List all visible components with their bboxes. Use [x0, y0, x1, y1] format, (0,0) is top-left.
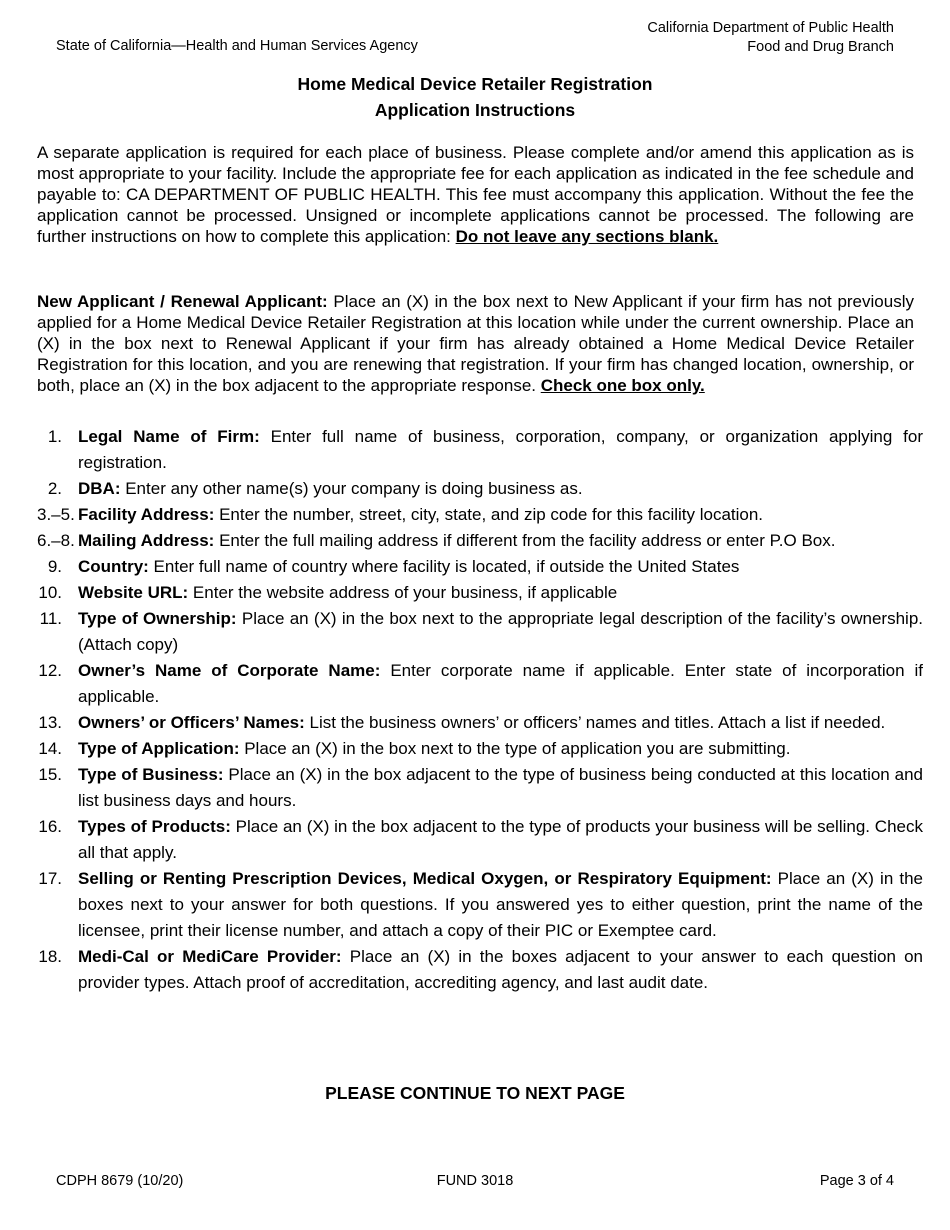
form-number: CDPH 8679 (10/20) — [56, 1173, 184, 1189]
continue-notice: PLEASE CONTINUE TO NEXT PAGE — [325, 1083, 625, 1103]
item-text: Place an (X) in the box adjacent to the type of business being conducted at this location and list business days and hours. — [78, 765, 924, 810]
page-title — [0, 71, 950, 123]
item-number: 6.–8. — [37, 531, 75, 550]
department-name: California Department of Public Health — [647, 20, 894, 36]
list-item — [0, 866, 950, 944]
item-text: Enter any other name(s) your company is doing business as. — [120, 479, 583, 498]
item-label: Selling or Renting Prescription Devices, Medical Oxygen, or Respiratory Equipment: — [78, 869, 772, 888]
item-number: 17. — [38, 869, 62, 888]
item-text: Place an (X) in the box adjacent to the type of products your business will be selling. Check all that apply. — [78, 817, 923, 862]
item-text: Enter corporate name if applicable. Enter state of incorporation if applicable. — [78, 661, 924, 706]
list-item — [0, 658, 950, 710]
department-header — [647, 19, 894, 57]
list-item — [0, 580, 950, 606]
item-label: Type of Application: — [78, 739, 240, 758]
applicant-heading: New Applicant / Renewal Applicant: — [37, 292, 328, 311]
item-number: 13. — [38, 713, 62, 732]
item-text: Enter full name of country where facility is located, if outside the United States — [148, 557, 740, 576]
item-label: DBA: — [78, 479, 121, 498]
intro-text: A separate application is required for each place of business. Please complete and/or amend this application as is most appropriate to your facility. Include the appropriate fee for each application as indicated in the fee schedule and payable to: CA DEPARTMENT OF PUBLIC HEALTH. This fee must accompany this application. Without the fee the application cannot be processed. Unsigned or incomplete applications cannot be processed. The following are further instructions on how to complete this application: — [37, 143, 914, 246]
item-label: Website URL: — [78, 583, 189, 602]
item-number: 14. — [38, 739, 62, 758]
list-item — [0, 476, 950, 502]
item-label: Owner’s Name of Corporate Name: — [78, 661, 381, 680]
list-item — [0, 736, 950, 762]
list-item — [0, 528, 950, 554]
list-item — [0, 606, 950, 658]
item-label: Type of Ownership: — [78, 609, 237, 628]
item-label: Legal Name of Firm: — [78, 427, 260, 446]
applicant-paragraph — [37, 291, 914, 396]
item-number: 11. — [39, 609, 62, 628]
item-label: Types of Products: — [78, 817, 231, 836]
item-number: 16. — [38, 817, 62, 836]
intro-emphasis: Do not leave any sections blank. — [455, 227, 719, 246]
item-number: 3.–5. — [37, 505, 75, 524]
item-label: Facility Address: — [78, 505, 215, 524]
item-label: Country: — [78, 557, 149, 576]
item-label: Mailing Address: — [78, 531, 215, 550]
item-number: 10. — [38, 583, 62, 602]
item-label: Medi-Cal or MediCare Provider: — [78, 947, 342, 966]
item-text: Enter the website address of your business, if applicable — [188, 583, 618, 602]
item-text: Enter the full mailing address if different from the facility address or enter P.O Box. — [214, 531, 836, 550]
item-number: 18. — [38, 947, 62, 966]
list-item — [0, 944, 950, 996]
item-number: 9. — [47, 557, 62, 576]
item-number: 12. — [38, 661, 62, 680]
item-text: List the business owners’ or officers’ names and titles. Attach a list if needed. — [304, 713, 886, 732]
item-text: Place an (X) in the boxes next to your answer for both questions. If you answered yes to either question, print the name of the licensee, print their license number, and attach a copy of their PIC or Exemptee card. — [78, 869, 924, 940]
item-number: 1. — [47, 427, 62, 446]
applicant-text: Place an (X) in the box next to New Applicant if your firm has not previously applied for a Home Medical Device Retailer Registration at this location while under the current ownership. Place an (X) in the box next to Renewal Applicant if your firm has already obtained a Home Medical Device Retailer Registration for this location, and you are renewing that registration. If your firm has changed location, ownership, or both, place an (X) in the box adjacent to the appropriate response. — [37, 292, 914, 395]
item-text: Enter full name of business, corporation, company, or organization applying for registration. — [78, 427, 923, 472]
title-line-1: Home Medical Device Retailer Registration — [297, 74, 653, 94]
list-item — [0, 554, 950, 580]
item-text: Place an (X) in the box next to the type of application you are submitting. — [239, 739, 791, 758]
agency-header: State of California—Health and Human Services Agency — [56, 38, 418, 54]
item-number: 2. — [47, 479, 62, 498]
branch-name: Food and Drug Branch — [747, 39, 894, 55]
list-item — [0, 502, 950, 528]
item-text: Enter the number, street, city, state, and zip code for this facility location. — [214, 505, 764, 524]
intro-paragraph — [37, 142, 914, 247]
list-item — [0, 710, 950, 736]
item-number: 15. — [38, 765, 62, 784]
page-number: Page 3 of 4 — [819, 1173, 894, 1189]
title-line-2: Application Instructions — [374, 100, 576, 120]
applicant-emphasis: Check one box only. — [540, 376, 705, 395]
item-label: Owners’ or Officers’ Names: — [78, 713, 305, 732]
list-item — [0, 814, 950, 866]
item-text: Place an (X) in the box next to the appropriate legal description of the facility’s ownership. (Attach copy) — [78, 609, 923, 654]
item-label: Type of Business: — [78, 765, 224, 784]
list-item — [0, 424, 950, 476]
fund-number: FUND 3018 — [436, 1173, 514, 1189]
item-text: Place an (X) in the boxes adjacent to your answer to each question on provider types. Attach proof of accreditation, accrediting agency, and last audit date. — [78, 947, 924, 992]
list-item — [0, 762, 950, 814]
instruction-list — [0, 424, 950, 996]
